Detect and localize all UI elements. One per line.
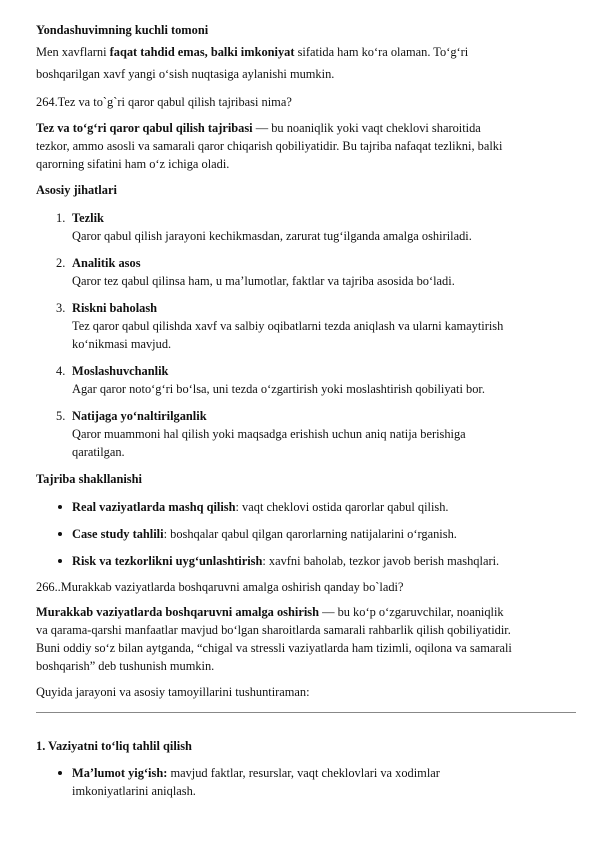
list-number: 2. (56, 256, 66, 270)
bold-span: Murakkab vaziyatlarda boshqaruvni amalga oshirish (36, 605, 319, 619)
aspect-text: Qaror tez qabul qilinsa ham, u ma’lumotlar, faktlar va tajriba asosida bo‘ladi. (72, 274, 455, 288)
text-span: : vaqt cheklovi ostida qarorlar qabul qilish. (235, 500, 449, 514)
aspect-title: Riskni baholash (72, 301, 158, 315)
aspect-title: Tezlik (72, 211, 104, 225)
intro-text: Quyida jarayoni va asosiy tamoyillarini tushuntiraman: (36, 685, 310, 699)
definition-line: Buni oddiy so‘z bilan aytganda, “chigal va stressli vaziyatlarda ham tizimli, oqilona va samarali (36, 641, 512, 655)
list-item (72, 553, 499, 569)
question-264: 264.Tez va to`g`ri qaror qabul qilish tajribasi nima? (36, 95, 292, 109)
question-266: 266..Murakkab vaziyatlarda boshqaruvni amalga oshirish qanday bo`ladi? (36, 580, 404, 594)
text-span: — bu ko‘p o‘zgaruvchilar, noaniqlik (318, 605, 504, 619)
text-span: : boshqalar qabul qilgan qarorlarning natijalarini o‘rganish. (163, 527, 457, 541)
bullet (58, 532, 62, 536)
aspect-text: ko‘nikmasi mavjud. (72, 337, 172, 351)
list-item (72, 499, 449, 515)
definition-line (36, 604, 504, 620)
heading-formation: Tajriba shakllanishi (36, 472, 142, 486)
list-number: 3. (56, 301, 66, 315)
aspect-title: Analitik asos (72, 256, 141, 270)
bold-span: Ma’lumot yig‘ish: (72, 766, 168, 780)
bold-span: faqat tahdid emas, balki imkoniyat (109, 45, 295, 59)
divider (36, 712, 576, 713)
list-item-continuation: imkoniyatlarini aniqlash. (72, 784, 196, 798)
aspect-text: Qaror muammoni hal qilish yoki maqsadga erishish uchun aniq natija berishiga (72, 427, 466, 441)
paragraph-line (36, 44, 468, 60)
text-span: sifatida ham ko‘ra olaman. To‘g‘ri (294, 45, 469, 59)
bold-span: Tez va to‘g‘ri qaror qabul qilish tajribasi (36, 121, 253, 135)
aspect-text: Agar qaror noto‘g‘ri bo‘lsa, uni tezda o‘zgartirish yoki moslashtirish qobiliyati bor. (72, 382, 485, 396)
aspect-text: Tez qaror qabul qilishda xavf va salbiy oqibatlarni tezda aniqlash va ularni kamaytirish (72, 319, 504, 333)
aspect-title: Moslashuvchanlik (72, 364, 169, 378)
heading-strengths: Yondashuvimning kuchli tomoni (36, 23, 209, 37)
heading-aspects: Asosiy jihatlari (36, 183, 117, 197)
text-span: Men xavflarni (36, 45, 110, 59)
list-item (72, 526, 457, 542)
section-heading: 1. Vaziyatni to‘liq tahlil qilish (36, 739, 192, 753)
aspect-title: Natijaga yo‘naltirilganlik (72, 409, 207, 423)
list-number: 4. (56, 364, 66, 378)
aspect-text: Qaror qabul qilish jarayoni kechikmasdan, zarurat tug‘ilganda amalga oshiriladi. (72, 229, 472, 243)
paragraph-line: boshqarilgan xavf yangi o‘sish nuqtasiga aylanishi mumkin. (36, 67, 335, 81)
definition-line: va qarama-qarshi manfaatlar mavjud bo‘lgan sharoitlarda samarali rahbarlik qilish qobiliyatidir. (36, 623, 511, 637)
definition-line: boshqarish” deb tushunish mumkin. (36, 659, 215, 673)
list-item (72, 765, 440, 781)
aspect-text: qaratilgan. (72, 445, 125, 459)
text-span: mavjud faktlar, resurslar, vaqt cheklovlari va xodimlar (167, 766, 440, 780)
definition-line: tezkor, ammo asosli va samarali qaror chiqarish qobiliyatidir. Bu tajriba nafaqat tezlikni, balki (36, 139, 503, 153)
bullet (58, 505, 62, 509)
bullet (58, 771, 62, 775)
text-span: : xavfni baholab, tezkor javob berish mashqlari. (262, 554, 500, 568)
definition-line: qarorning sifatini ham o‘z ichiga oladi. (36, 157, 230, 171)
bold-span: Real vaziyatlarda mashq qilish (72, 500, 236, 514)
list-number: 1. (56, 211, 66, 225)
bold-span: Case study tahlili (72, 527, 164, 541)
bullet (58, 559, 62, 563)
text-span: — bu noaniqlik yoki vaqt cheklovi sharoitida (252, 121, 481, 135)
bold-span: Risk va tezkorlikni uyg‘unlashtirish (72, 554, 263, 568)
definition-line (36, 120, 481, 136)
list-number: 5. (56, 409, 66, 423)
